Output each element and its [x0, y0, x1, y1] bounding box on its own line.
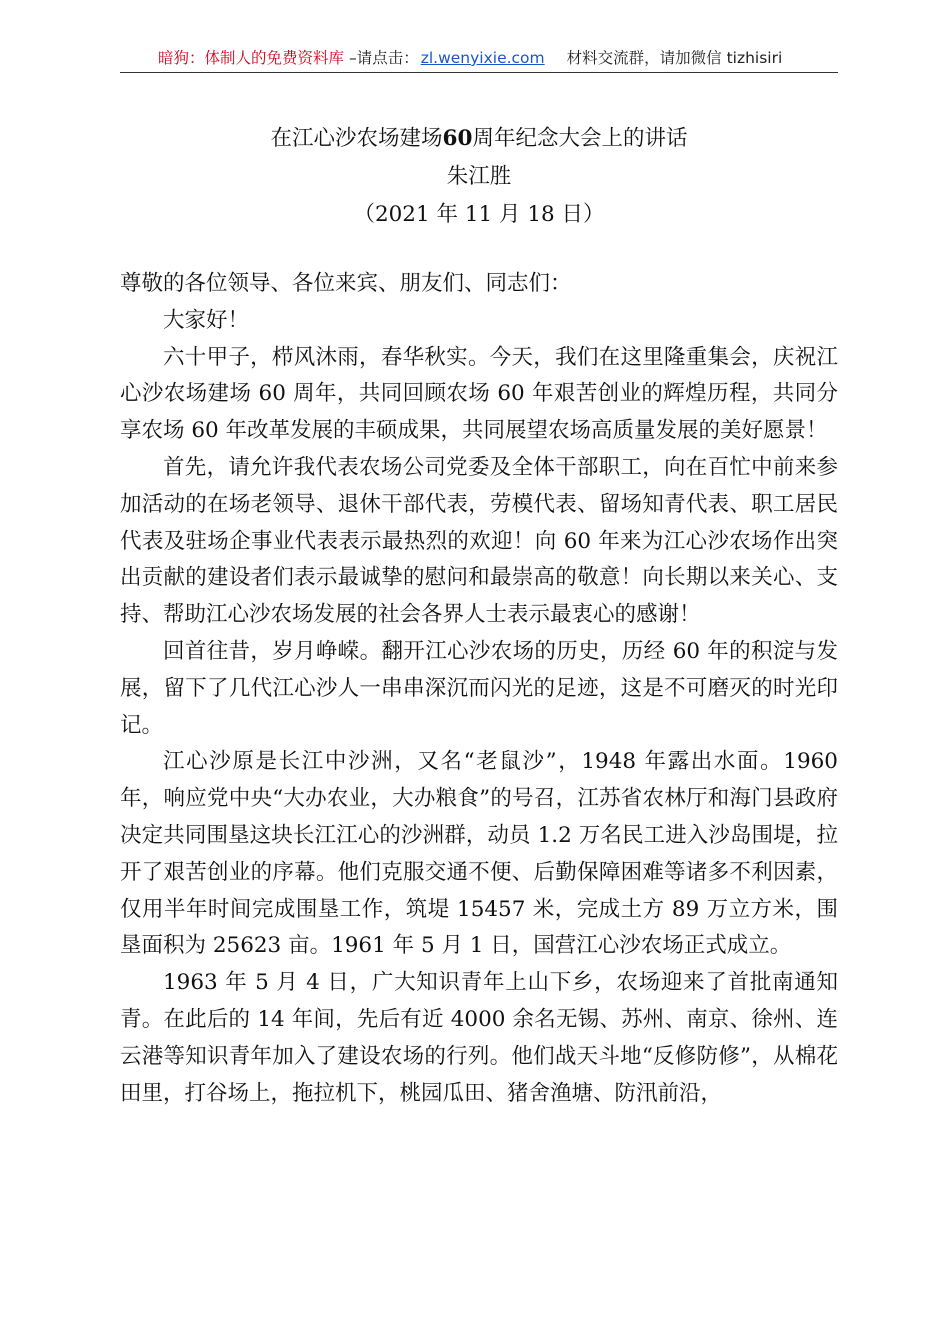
speech-title-number: 60	[442, 126, 473, 151]
paragraph: 江心沙原是长江中沙洲，又名“老鼠沙”，1948 年露出水面。1960 年，响应党中央“大办农业，大办粮食”的号召，江苏省农林厅和海门县政府决定共同围垦这块长江江心的沙洲群，动员 1.2 万名民工进入沙岛围堤，拉开了艰苦创业的序幕。他们克服交通不便、后勤保障困难等诸多不利因素，仅用半年时间完成围垦工作，筑堤 15457 米，完成土方 89 万立方米，围垦面积为 25623 亩。1961 年 5 月 1 日，国营江心沙农场正式成立。	[120, 749, 838, 959]
salutation: 尊敬的各位领导、各位来宾、朋友们、同志们：	[120, 271, 572, 296]
paragraph: 六十甲子，栉风沐雨，春华秋实。今天，我们在这里隆重集会，庆祝江心沙农场建场 60 周年，共同回顾农场 60 年艰苦创业的辉煌历程，共同分享农场 60 年改革发展的丰硕成果，共同展望农场高质量发展的美好愿景！	[120, 344, 838, 444]
speech-body	[120, 266, 838, 1112]
paragraph: 首先，请允许我代表农场公司党委及全体干部职工，向在百忙中前来参加活动的在场老领导、退休干部代表，劳模代表、留场知青代表、职工居民代表及驻场企事业代表表示最热烈的欢迎！向 60 年来为江心沙农场作出突出贡献的建设者们表示最诚挚的慰问和最崇高的敬意！向长期以来关心、支持、帮助江心沙农场发展的社会各界人士表示最衷心的感谢！	[120, 454, 838, 628]
speech-author: 朱江胜	[446, 164, 512, 189]
paragraph: 1963 年 5 月 4 日，广大知识青年上山下乡，农场迎来了首批南通知青。在此后的 14 年间，先后有近 4000 余名无锡、苏州、南京、徐州、连云港等知识青年加入了建设农场的行列。他们战天斗地“反修防修”，从棉花田里，打谷场上，拖拉机下，桃园瓜田、猪舍渔塘、防汛前沿，	[120, 970, 838, 1106]
speech-title	[120, 120, 838, 158]
speech-title-part-1: 在江心沙农场建场	[270, 126, 443, 151]
speech-title-block	[120, 120, 838, 234]
header-source-text: 暗狗：体制人的免费资料库	[158, 49, 345, 67]
speech-date: （2021 年 11 月 18 日）	[353, 202, 605, 227]
greeting: 大家好！	[163, 307, 250, 333]
header-website-link[interactable]: zl.wenyixie.com	[420, 49, 545, 67]
header-wechat-note: 材料交流群，请加微信 tizhisiri	[566, 49, 783, 67]
paragraph: 回首往昔，岁月峥嵘。翻开江心沙农场的历史，历经 60 年的积淀与发展，留下了几代江心沙人一串串深沉而闪光的足迹，这是不可磨灭的时光印记。	[120, 638, 838, 738]
page-header	[120, 46, 838, 73]
header-click-prompt: –请点击：	[344, 49, 419, 67]
speech-title-part-2: 周年纪念大会上的讲话	[472, 126, 688, 151]
